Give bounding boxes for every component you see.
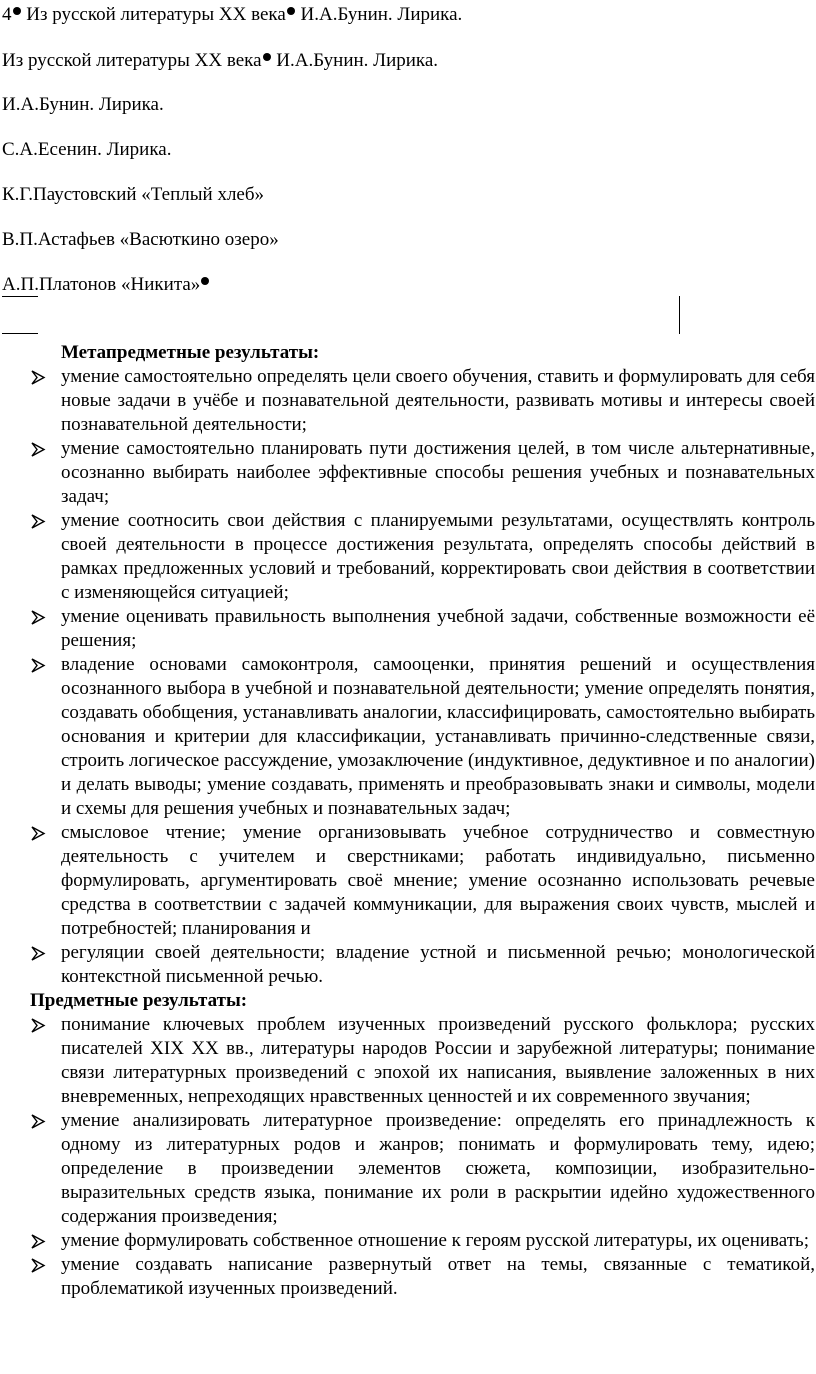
list-item-text: умение оценивать правильность выполнения учебной задачи, собственные возможности её решения; [61, 606, 815, 651]
subject-results-list [30, 1013, 815, 1301]
vertical-bar [679, 296, 680, 334]
arrow-bullet-icon [30, 653, 50, 677]
arrow-bullet-icon [30, 509, 50, 533]
work-item: В.П.Астафьев «Васюткино озеро» [2, 229, 279, 250]
header-line-2-text-b: И.А.Бунин. Лирика. [276, 50, 439, 71]
header-line-2-text-a: Из русской литературы XX века [2, 50, 262, 71]
results-content [30, 341, 815, 1301]
list-item [30, 653, 815, 821]
header-line-1-text-b: И.А.Бунин. Лирика. [300, 4, 463, 25]
list-item-text: умение формулировать собственное отношение к героям русской литературы, их оценивать; [61, 1230, 809, 1251]
underline-mark [2, 333, 38, 334]
work-item: И.А.Бунин. Лирика. [2, 94, 164, 115]
list-item [30, 509, 815, 605]
header-line-1-prefix: 4 [2, 4, 12, 25]
arrow-bullet-icon [30, 821, 50, 845]
list-item [30, 605, 815, 653]
header-line-1 [2, 4, 462, 26]
subject-results-heading: Предметные результаты: [30, 990, 248, 1011]
work-item: С.А.Есенин. Лирика. [2, 139, 172, 160]
arrow-bullet-icon [30, 365, 50, 389]
arrow-bullet-icon [30, 1229, 50, 1253]
list-item [30, 1013, 815, 1109]
work-item: К.Г.Паустовский «Теплый хлеб» [2, 184, 265, 205]
bullet-dot-icon [201, 277, 209, 285]
header-line-2 [2, 50, 438, 72]
arrow-bullet-icon [30, 1013, 50, 1037]
work-item: А.П.Платонов «Никита» [2, 274, 201, 295]
list-item-text: регуляции своей деятельности; владение устной и письменной речью; монологической контекстной письменной речью. [61, 942, 815, 987]
list-item-text: умение анализировать литературное произведение: определять его принадлежность к одному из литературных родов и жанров; понимать и формулировать тему, идею; определение в произведении элементов сюжета, композиции, изобразительно-выразительных средств языка, понимание их роли в раскрытии идейно художественного содержания произведения; [61, 1110, 815, 1227]
work-item-last [2, 274, 210, 296]
meta-results-heading: Метапредметные результаты: [61, 342, 320, 363]
arrow-bullet-icon [30, 941, 50, 965]
arrow-bullet-icon [30, 1109, 50, 1133]
list-item [30, 437, 815, 509]
list-item [30, 365, 815, 437]
bullet-dot-icon [13, 7, 21, 15]
list-item-text: смысловое чтение; умение организовывать учебное сотрудничество и совместную деятельность с учителем и сверстниками; работать индивидуально, письменно формулировать, аргументировать своё мнение; умение осознанно использовать речевые средства в соответствии с задачей коммуникации, для выражения своих чувств, мыслей и потребностей; планирования и [61, 822, 815, 939]
list-item-text: умение создавать написание развернутый ответ на темы, связанные с тематикой, проблематикой изученных произведений. [61, 1254, 815, 1299]
bullet-dot-icon [287, 7, 295, 15]
list-item [30, 1109, 815, 1229]
list-item [30, 1253, 815, 1301]
arrow-bullet-icon [30, 605, 50, 629]
list-item-text: умение соотносить свои действия с планируемыми результатами, осуществлять контроль своей деятельности в процессе достижения результата, определять способы действий в рамках предложенных условий и требований, корректировать свои действия в соответствии с изменяющейся ситуацией; [61, 510, 815, 603]
bullet-dot-icon [263, 53, 271, 61]
list-item [30, 941, 815, 989]
header-line-1-text-a: Из русской литературы XX века [26, 4, 286, 25]
list-item-text: владение основами самоконтроля, самооценки, принятия решений и осуществления осознанного выбора в учебной и познавательной деятельности; умение определять понятия, создавать обобщения, устанавливать аналогии, классифицировать, самостоятельно выбирать основания и критерии для классификации, устанавливать причинно-следственные связи, строить логическое рассуждение, умозаключение (индуктивное, дедуктивное и по аналогии) и делать выводы; умение создавать, применять и преобразовывать знаки и символы, модели и схемы для решения учебных и познавательных задач; [61, 654, 815, 819]
list-item-text: умение самостоятельно определять цели своего обучения, ставить и формулировать для себя новые задачи в учёбе и познавательной деятельности, развивать мотивы и интересы своей познавательной деятельности; [61, 366, 815, 435]
arrow-bullet-icon [30, 437, 50, 461]
arrow-bullet-icon [30, 1253, 50, 1277]
underline-mark [2, 296, 38, 297]
list-item-text: умение самостоятельно планировать пути достижения целей, в том числе альтернативные, осознанно выбирать наиболее эффективные способы решения учебных и познавательных задач; [61, 438, 815, 507]
list-item [30, 1229, 815, 1253]
list-item [30, 821, 815, 941]
meta-results-list [30, 365, 815, 989]
list-item-text: понимание ключевых проблем изученных произведений русского фольклора; русских писателей XIX XX вв., литературы народов России и зарубежной литературы; понимание связи литературных произведений с эпохой их написания, выявление заложенных в них вневременных, непреходящих нравственных ценностей и их современного звучания; [61, 1014, 815, 1107]
